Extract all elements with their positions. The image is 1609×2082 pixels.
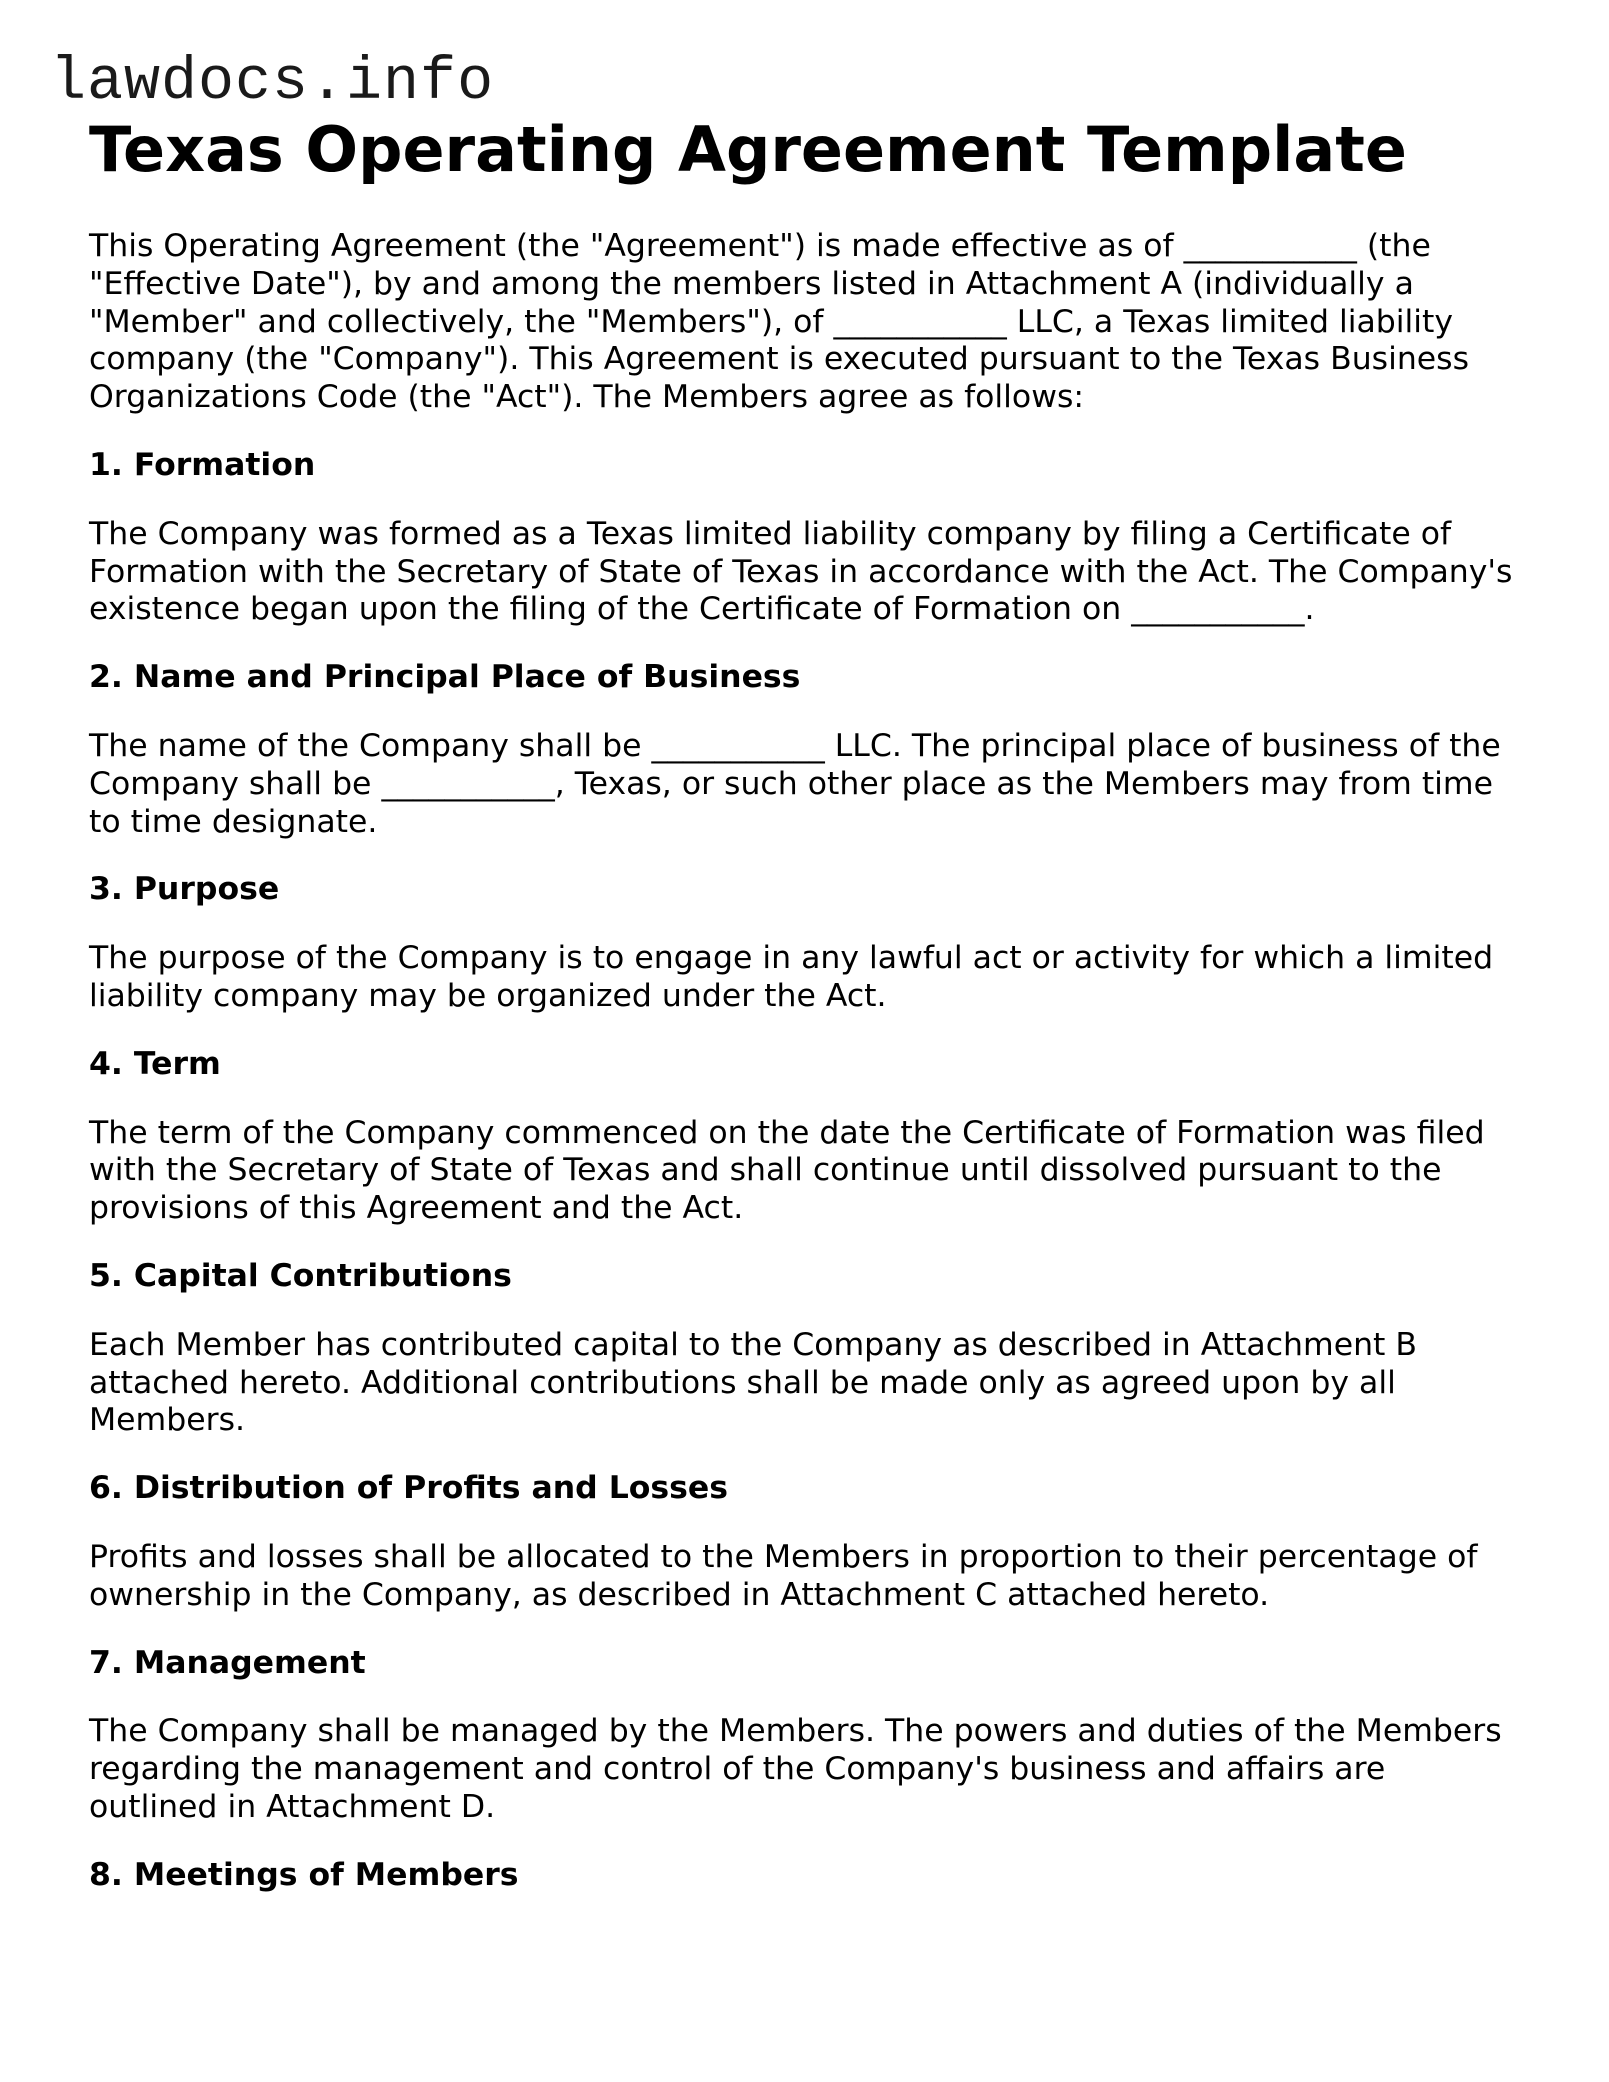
document-title: Texas Operating Agreement Template (89, 113, 1407, 186)
section-body-capital (89, 1327, 1559, 1440)
section-body-term (89, 1115, 1559, 1228)
body-line: provisions of this Agreement and the Act. (89, 1190, 744, 1227)
intro-line: Organizations Code (the "Act"). The Members agree as follows: (89, 379, 1084, 416)
body-line: ownership in the Company, as described in Attachment C attached hereto. (89, 1576, 1270, 1613)
intro-line: This Operating Agreement (the "Agreement") is made effective as of ___________ (the (89, 228, 1431, 264)
site-watermark: lawdocs.info (50, 49, 495, 117)
section-heading-distribution: 6. Distribution of Profits and Losses (89, 1470, 729, 1507)
body-line: Profits and losses shall be allocated to the Members in proportion to their percentage of (89, 1538, 1478, 1575)
section-heading-meetings: 8. Meetings of Members (89, 1856, 519, 1893)
intro-line: "Member" and collectively, the "Members"), of ___________ LLC, a Texas limited liability (89, 303, 1454, 340)
intro-line: "Effective Date"), by and among the members listed in Attachment A (individually a (89, 265, 1414, 302)
body-line: to time designate. (89, 803, 378, 840)
intro-paragraph (89, 228, 1559, 417)
document-body (89, 110, 1559, 1926)
body-line: The name of the Company shall be ___________ LLC. The principal place of business of the (89, 727, 1501, 764)
section-heading-purpose: 3. Purpose (89, 871, 280, 908)
body-line: Company shall be ___________, Texas, or such other place as the Members may from time (89, 765, 1493, 802)
section-heading-formation: 1. Formation (89, 446, 316, 483)
section-heading-management: 7. Management (89, 1644, 366, 1681)
body-line: Members. (89, 1402, 245, 1439)
body-line: with the Secretary of State of Texas and shall continue until dissolved pursuant to the (89, 1152, 1442, 1189)
section-body-formation (89, 516, 1559, 629)
intro-line: company (the "Company"). This Agreement is executed pursuant to the Texas Business (89, 341, 1470, 378)
section-heading-term: 4. Term (89, 1045, 221, 1082)
section-body-management (89, 1713, 1559, 1826)
section-body-name-place (89, 728, 1559, 841)
body-line: The Company shall be managed by the Members. The powers and duties of the Members (89, 1713, 1502, 1750)
section-heading-capital: 5. Capital Contributions (89, 1257, 512, 1294)
body-line: The purpose of the Company is to engage in any lawful act or activity for which a limited (89, 940, 1494, 977)
body-line: regarding the management and control of the Company's business and affairs are (89, 1751, 1386, 1788)
body-line: attached hereto. Additional contributions shall be made only as agreed upon by all (89, 1364, 1396, 1401)
section-body-purpose (89, 940, 1559, 1016)
body-line: liability company may be organized under the Act. (89, 977, 887, 1014)
section-heading-name-place: 2. Name and Principal Place of Business (89, 659, 801, 696)
section-body-distribution (89, 1539, 1559, 1615)
body-line: Each Member has contributed capital to the Company as described in Attachment B (89, 1326, 1418, 1363)
body-line: existence began upon the filing of the Certificate of Formation on ___________. (89, 591, 1315, 628)
body-line: outlined in Attachment D. (89, 1788, 496, 1825)
body-line: Formation with the Secretary of State of Texas in accordance with the Act. The Company's (89, 553, 1513, 590)
body-line: The term of the Company commenced on the date the Certificate of Formation was filed (89, 1114, 1485, 1151)
body-line: The Company was formed as a Texas limited liability company by filing a Certificate of (89, 515, 1452, 552)
